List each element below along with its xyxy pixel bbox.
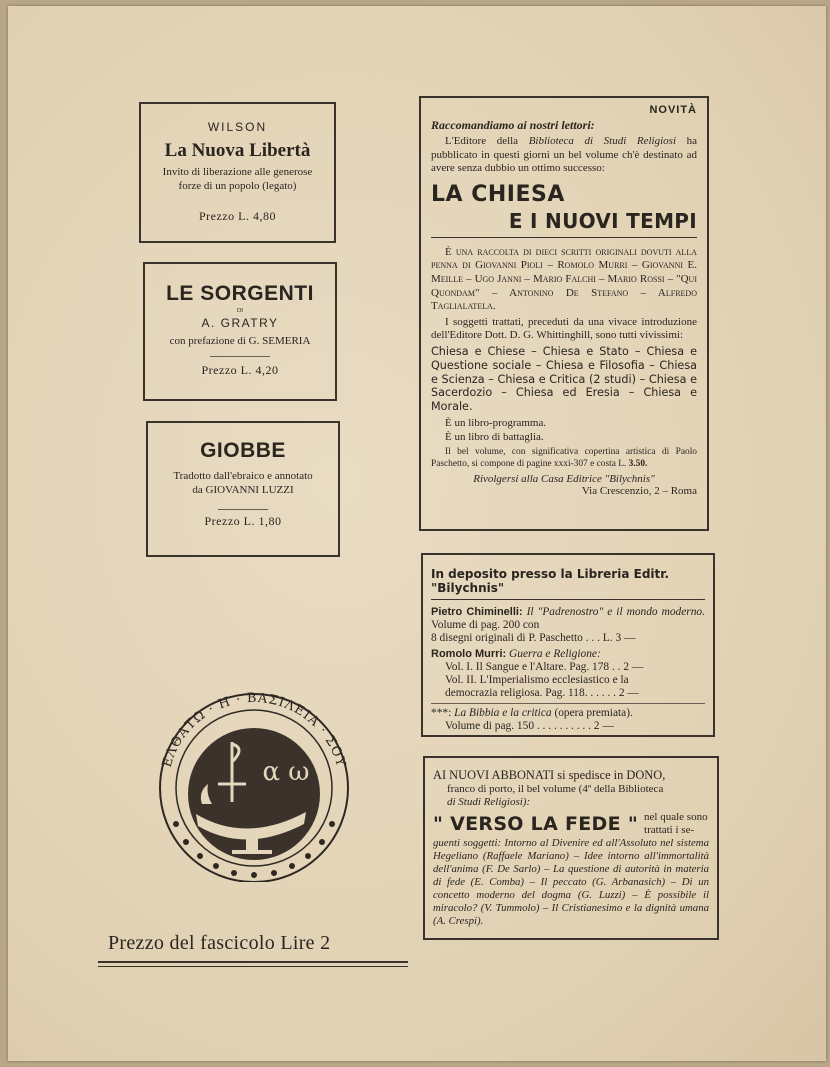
rule — [98, 966, 408, 967]
giobbe-title: GIOBBE — [200, 439, 286, 462]
wilson-price: Prezzo L. 4,80 — [199, 209, 276, 223]
abbonati-title-row — [433, 811, 709, 837]
deposito-heading: In deposito presso la Libreria Editr. "Bilychnis" — [431, 567, 670, 595]
ad-wilson — [139, 102, 336, 243]
divider — [218, 509, 268, 510]
emblem-motto: ΕΛΘΑΤΩ · Η · ΒΑΣΙΛΕΙΑ · ΣΟΥ — [159, 690, 349, 770]
sorgenti-di: DI — [236, 308, 244, 314]
fascicolo-price: Prezzo del fascicolo Lire 2 — [108, 932, 331, 954]
abbonati-line3: di Studi Religiosi): — [447, 796, 531, 808]
abbonati-lead: AI NUOVI ABBONATI si spedisce in DONO, — [433, 768, 666, 782]
sorgenti-preface: con prefazione di G. SEMERIA — [169, 335, 311, 347]
giobbe-price: Prezzo L. 1,80 — [204, 514, 282, 528]
abbonati-title: " VERSO LA FEDE " — [433, 813, 639, 835]
abbonati-side: nel quale sono trattati i se- — [644, 811, 708, 836]
ad-novita — [419, 96, 709, 531]
sorgenti-title: LE SORGENTI — [166, 282, 314, 305]
novita-para1: È una raccolta di dieci scritti originali dovuti alla penna di Giovanni Pioli – Romolo Murri – Giovanni E. Meille – Ugo Janni – Mario Falchi – Mario Rossi – "Qui Quondam" – Antonino De Stefano – Alfredo Taglialatela. — [431, 245, 697, 313]
sorgenti-author: A. GRATRY — [201, 316, 279, 330]
emblem-letters: α ω — [262, 757, 310, 787]
novita-title1: LA CHIESA — [431, 181, 565, 207]
abbonati-line2: franco di porto, il bel volume (4º della Biblioteca — [447, 783, 664, 795]
ad-giobbe — [146, 421, 340, 557]
novita-title2: E I NUOVI TEMPI — [508, 208, 697, 233]
deposito-item1: Pietro Chiminelli: Il "Padrenostro" e il mondo moderno. Volume di pag. 200 con 8 disegni originali di P. Paschetto . . . L. 3 — — [431, 606, 705, 644]
novita-volume-note: Il bel volume, con significativa copertina artistica di Paolo Paschetto, si compone di pagine xxxi-307 e costa L. 3.50. — [431, 447, 697, 470]
wilson-subtitle: Invito di liberazione alle generose forze di un popolo (legato) — [162, 166, 313, 192]
novita-address: Via Crescenzio, 2 – Roma — [581, 485, 697, 498]
novita-topics: Chiesa e Chiese – Chiesa e Stato – Chiesa e Questione sociale – Chiesa e Filosofia – Chiesa e Scienza – Chiesa e Critica (2 studi) – Chiesa e Sacerdozio – Chiesa ed Eresia – Chiesa e Morale. — [431, 344, 697, 414]
novita-badge: NOVITÀ — [649, 104, 697, 116]
deposito-item2: Romolo Murri: Guerra e Religione: Vol. I. Il Sangue e l'Altare. Pag. 178 . . 2 — Vol. II. L'Imperialismo ecclesiastico e la democrazia religiosa. Pag. 118. . . . . . 2 — — [431, 648, 644, 699]
giobbe-line1: Tradotto dall'ebraico e annotato — [173, 470, 313, 482]
ad-sorgenti — [143, 262, 337, 401]
divider — [210, 356, 270, 357]
novita-programma: È un libro-programma. — [445, 416, 547, 429]
ad-abbonati — [423, 756, 719, 940]
deposito-item3: ***: La Bibbia e la critica (opera premiata). Volume di pag. 150 . . . . . . . . . . 2 — — [431, 707, 633, 732]
wilson-author: WILSON — [207, 120, 268, 134]
wilson-title: La Nuova Libertà — [164, 140, 311, 161]
giobbe-line2: da GIOVANNI LUZZI — [192, 484, 294, 496]
novita-battaglia: È un libro di battaglia. — [445, 430, 544, 443]
novita-contact: Rivolgersi alla Casa Editrice "Bilychnis" — [473, 473, 655, 486]
abbonati-body: guenti soggetti: Intorno al Divenire ed all'Assoluto nel sistema Hegeliano (Raffaele Mariano) – Idee intorno all'immortalità dell'anima (F. De Sarlo) – La questione di autorità in materia di fede (E. Comba) – Il peccato (G. Arbanasich) – Di un concetto moderno del dogma (G. Luzzi) – È possibile il miracolo? (V. Tummolo) – Il Cristianesimo e la dignità umana (A. Crespi). — [433, 837, 709, 927]
divider — [431, 703, 705, 704]
ad-deposito — [421, 553, 715, 737]
novita-intro: L'Editore della Biblioteca di Studi Religiosi ha pubblicato in questi giorni un bel volume ch'è destinato ad avere senza dubbio un ottimo successo: — [431, 135, 697, 175]
bilychnis-emblem-icon — [136, 684, 372, 882]
divider — [431, 237, 697, 238]
novita-heading: Raccomandiamo ai nostri lettori: — [431, 118, 595, 132]
page — [8, 6, 826, 1061]
divider — [431, 599, 705, 600]
rule — [98, 961, 408, 963]
novita-para2: I soggetti trattati, preceduti da una vivace introduzione dell'Editore Dott. D. G. Whittinghill, sono tutti vivissimi: — [431, 315, 697, 342]
sorgenti-price: Prezzo L. 4,20 — [201, 363, 279, 377]
